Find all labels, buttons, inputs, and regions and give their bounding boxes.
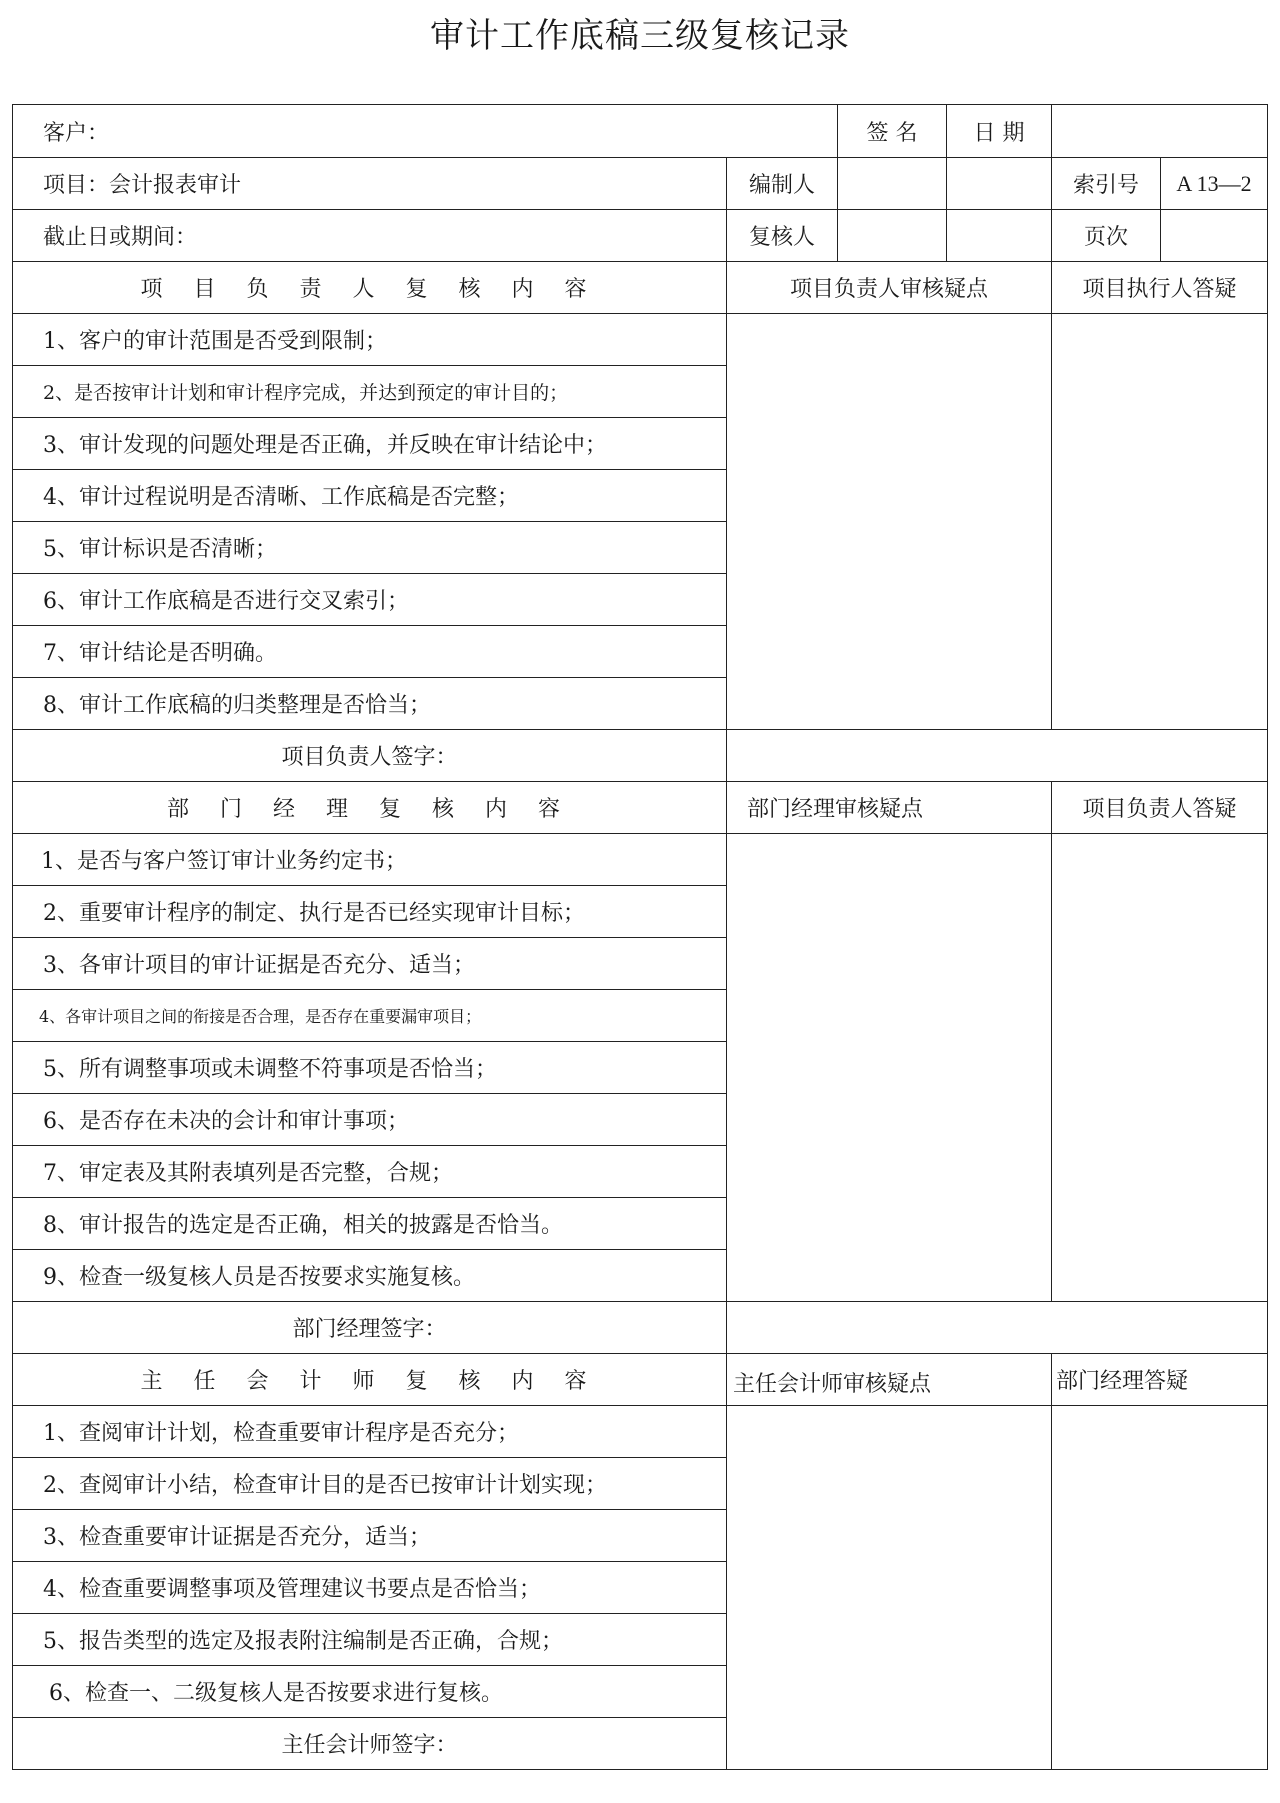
- client-label: 客户：: [43, 120, 110, 146]
- section-1-item: 7、审计结论是否明确。: [12, 625, 727, 678]
- section-3-title: 主 任 会 计 师 复 核 内 容: [12, 1353, 727, 1406]
- period-label: 截止日或期间：: [43, 225, 198, 250]
- section-1-question-field[interactable]: [726, 313, 1052, 730]
- section-1-item: 5、审计标识是否清晰；: [12, 521, 727, 574]
- section-3-signature-label: 主任会计师签字：: [12, 1717, 727, 1770]
- section-3-item: 6、检查一、二级复核人是否按要求进行复核。: [12, 1665, 727, 1718]
- page-title: 审计工作底稿三级复核记录: [430, 16, 850, 56]
- index-label: 索引号: [1051, 157, 1161, 210]
- section-2-signature-field[interactable]: [726, 1301, 1268, 1354]
- section-2-item: 1、是否与客户签订审计业务约定书；: [12, 833, 727, 886]
- section-2-signature-label: 部门经理签字：: [12, 1301, 727, 1354]
- section-1-item: 8、审计工作底稿的归类整理是否恰当；: [12, 677, 727, 730]
- section-2-title: 部 门 经 理 复 核 内 容: [12, 781, 727, 834]
- reviewer-label: 复核人: [726, 209, 838, 262]
- section-3-answer-header: 部门经理答疑: [1051, 1353, 1268, 1406]
- section-3-item: 5、报告类型的选定及报表附注编制是否正确，合规；: [12, 1613, 727, 1666]
- page-label: 页次: [1051, 209, 1161, 262]
- section-2-item: 5、所有调整事项或未调整不符事项是否恰当；: [12, 1041, 727, 1094]
- preparer-signature-field[interactable]: [837, 157, 947, 210]
- section-1-signature-field[interactable]: [726, 729, 1268, 782]
- reviewer-signature-field[interactable]: [837, 209, 947, 262]
- index-value: A 13—2: [1160, 157, 1268, 210]
- preparer-date-field[interactable]: [946, 157, 1052, 210]
- section-3-item: 4、检查重要调整事项及管理建议书要点是否恰当；: [12, 1561, 727, 1614]
- section-1-answer-field[interactable]: [1051, 313, 1268, 730]
- section-3-item: 1、查阅审计计划，检查重要审计程序是否充分；: [12, 1405, 727, 1458]
- period-field[interactable]: [12, 209, 727, 262]
- section-2-item: 9、检查一级复核人员是否按要求实施复核。: [12, 1249, 727, 1302]
- section-1-item: 2、是否按审计计划和审计程序完成，并达到预定的审计目的；: [12, 365, 727, 418]
- section-2-question-field[interactable]: [726, 833, 1052, 1302]
- section-3-item: 2、查阅审计小结，检查审计目的是否已按审计计划实现；: [12, 1457, 727, 1510]
- section-2-item: 7、审定表及其附表填列是否完整，合规；: [12, 1145, 727, 1198]
- reviewer-date-field[interactable]: [946, 209, 1052, 262]
- section-2-item: 3、各审计项目的审计证据是否充分、适当；: [12, 937, 727, 990]
- section-2-item: 4、各审计项目之间的衔接是否合理，是否存在重要漏审项目；: [12, 989, 727, 1042]
- section-1-answer-header: 项目执行人答疑: [1051, 261, 1268, 314]
- page-number-field[interactable]: [1160, 209, 1268, 262]
- section-2-question-header: 部门经理审核疑点: [726, 781, 1052, 834]
- section-3-question-header: 主任会计师审核疑点: [726, 1353, 1052, 1406]
- date-column-header: 日 期: [946, 104, 1052, 158]
- client-field[interactable]: [12, 104, 838, 158]
- section-3-item: 3、检查重要审计证据是否充分，适当；: [12, 1509, 727, 1562]
- preparer-label: 编制人: [726, 157, 838, 210]
- section-1-item: 6、审计工作底稿是否进行交叉索引；: [12, 573, 727, 626]
- project-field: [12, 157, 727, 210]
- signature-column-header: 签 名: [837, 104, 947, 158]
- section-2-item: 8、审计报告的选定是否正确，相关的披露是否恰当。: [12, 1197, 727, 1250]
- section-1-signature-label: 项目负责人签字：: [12, 729, 727, 782]
- section-1-title: 项 目 负 责 人 复 核 内 容: [12, 261, 727, 314]
- section-1-item: 1、客户的审计范围是否受到限制；: [12, 313, 727, 366]
- section-2-answer-header: 项目负责人答疑: [1051, 781, 1268, 834]
- section-3-question-field[interactable]: [726, 1405, 1052, 1770]
- section-3-answer-field[interactable]: [1051, 1405, 1268, 1770]
- project-label: 项目：会计报表审计: [43, 173, 242, 198]
- section-1-item: 4、审计过程说明是否清晰、工作底稿是否完整；: [12, 469, 727, 522]
- section-2-item: 2、重要审计程序的制定、执行是否已经实现审计目标；: [12, 885, 727, 938]
- section-2-answer-field[interactable]: [1051, 833, 1268, 1302]
- section-1-question-header: 项目负责人审核疑点: [726, 261, 1052, 314]
- section-2-item: 6、是否存在未决的会计和审计事项；: [12, 1093, 727, 1146]
- header-blank-cell[interactable]: [1051, 104, 1268, 158]
- section-1-item: 3、审计发现的问题处理是否正确，并反映在审计结论中；: [12, 417, 727, 470]
